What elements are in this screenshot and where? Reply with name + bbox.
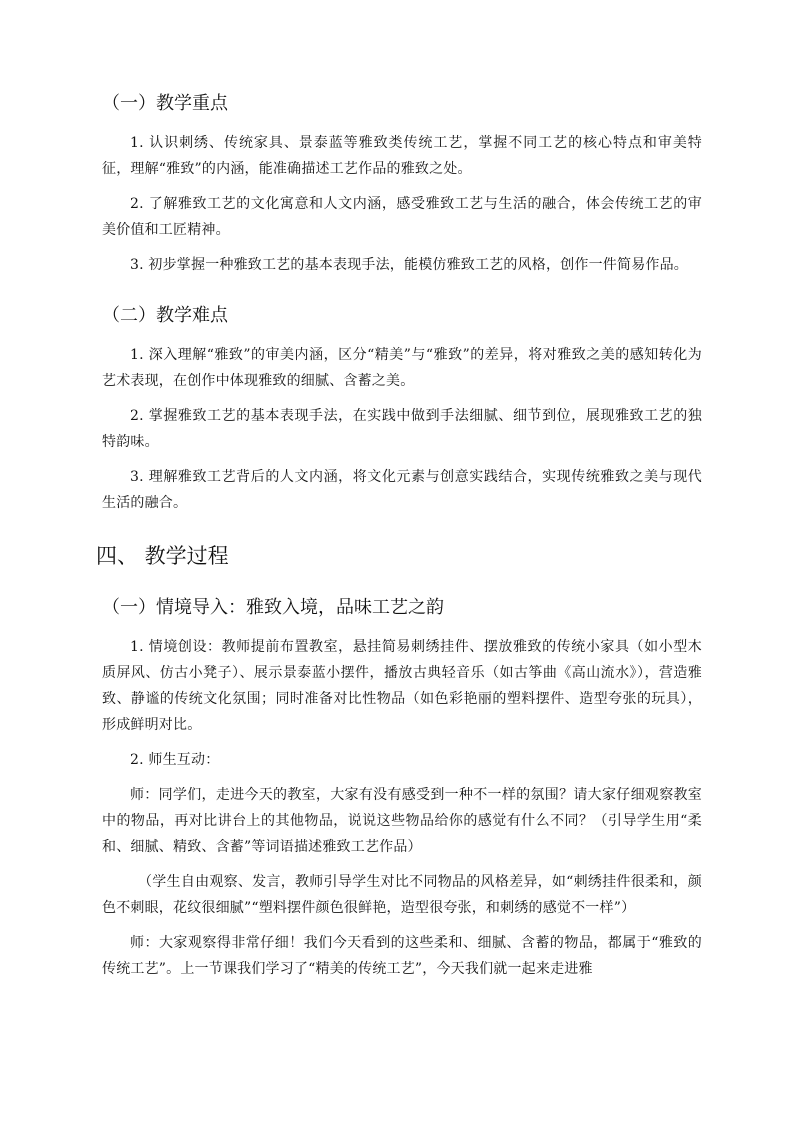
difficulty-1: 1. 深入理解“雅致”的审美内涵，区分“精美”与“雅致”的差异，将对雅致之美的感知转化为艺术表现，在创作中体现雅致的细腻、含蓄之美。 xyxy=(102,347,702,389)
intro-paragraph-5: 师：大家观察得非常仔细！我们今天看到的这些柔和、细腻、含蓄的物品，都属于“雅致的传统工艺”。上一节课我们学习了“精美的传统工艺”，今天我们就一起来走进雅 xyxy=(102,935,702,977)
intro-paragraph-2: 2. 师生互动： xyxy=(130,752,220,768)
chapter-heading-teaching-process: 四、 教学过程 xyxy=(96,544,229,568)
section-heading-key-points: （一）教学重点 xyxy=(102,93,228,114)
intro-paragraph-4: （学生自由观察、发言，教师引导学生对比不同物品的风格差异，如“刺绣挂件很柔和，颜色不刺眼，花纹很细腻”“塑料摆件颜色很鲜艳，造型很夸张，和刺绣的感觉不一样”） xyxy=(102,874,702,916)
key-point-2: 2. 了解雅致工艺的文化寓意和人文内涵，感受雅致工艺与生活的融合，体会传统工艺的审美价值和工匠精神。 xyxy=(102,196,702,238)
difficulty-3: 3. 理解雅致工艺背后的人文内涵，将文化元素与创意实践结合，实现传统雅致之美与现代生活的融合。 xyxy=(102,469,702,511)
key-point-1: 1. 认识刺绣、传统家具、景泰蓝等雅致类传统工艺，掌握不同工艺的核心特点和审美特征，理解“雅致”的内涵，能准确描述工艺作品的雅致之处。 xyxy=(102,135,702,177)
intro-paragraph-3: 师：同学们，走进今天的教室，大家有没有感受到一种不一样的氛围？请大家仔细观察教室中的物品，再对比讲台上的其他物品，说说这些物品给你的感觉有什么不同？（引导学生用“柔和、细腻、精致、含蓄”等词语描述雅致工艺作品） xyxy=(102,787,702,855)
intro-paragraph-1: 1. 情境创设：教师提前布置教室，悬挂简易刺绣挂件、摆放雅致的传统小家具（如小型木质屏风、仿古小凳子）、展示景泰蓝小摆件，播放古典轻音乐（如古筝曲《高山流水》），营造雅致、静谧的传统文化氛围；同时准备对比性物品（如色彩艳丽的塑料摆件、造型夸张的玩具），形成鲜明对比。 xyxy=(102,639,702,733)
key-point-3: 3. 初步掌握一种雅致工艺的基本表现手法，能模仿雅致工艺的风格，创作一件简易作品。 xyxy=(130,257,689,273)
difficulty-2: 2. 掌握雅致工艺的基本表现手法，在实践中做到手法细腻、细节到位，展现雅致工艺的独特韵味。 xyxy=(102,408,702,450)
section-heading-intro: （一）情境导入：雅致入境，品味工艺之韵 xyxy=(102,597,444,618)
section-heading-difficulties: （二）教学难点 xyxy=(102,305,228,326)
